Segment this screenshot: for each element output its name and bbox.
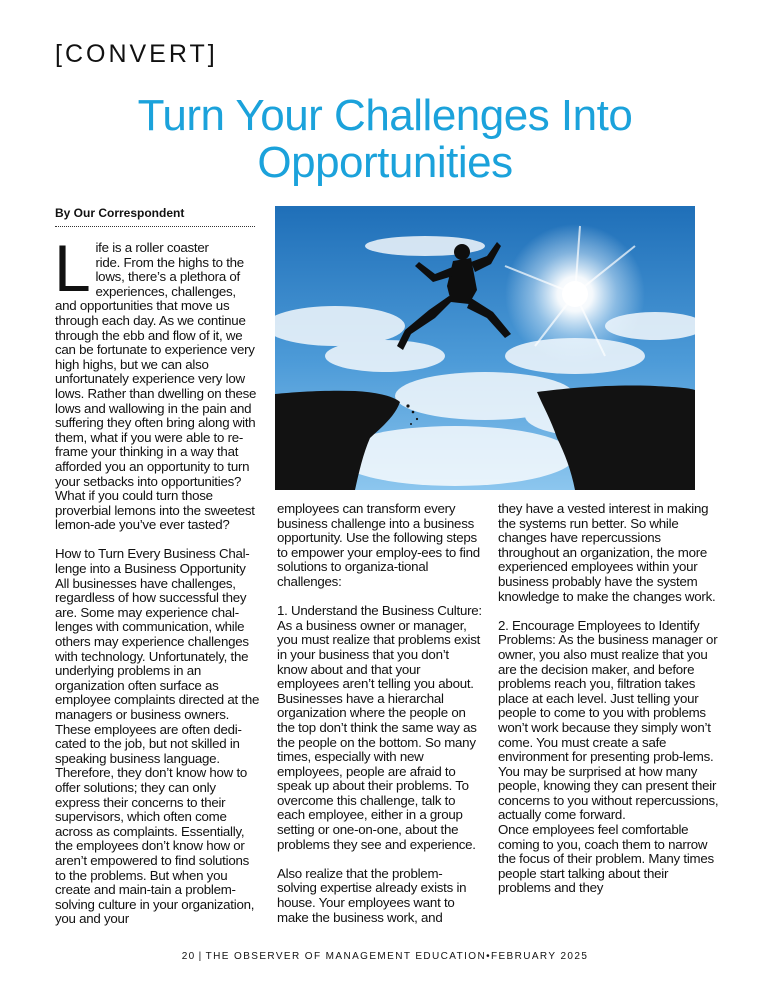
intro-rest: ride. From the highs to the lows, there’s a plethora of experiences, challenges, and opportunities that move us through each day. As we continue through the ebb and flow of it, we can be fortunate to experience very high highs, but we can also unfortunately experience very low lows. Rather than dwelling on these lows and wallowing in the pain and suffering they often bring along with them, what if you were able to re-frame your thinking in a way that afforded you an opportunity to turn your setbacks into opportunities? What if you could turn those proverbial lemons into the sweetest lemon-ade you’ve ever tasted? [55, 254, 257, 533]
article-title [0, 92, 770, 186]
paragraph: they have a vested interest in making the systems run better. So while changes have repercussions throughout an organization, the more experienced employees within your business probably have the system knowledge to make the changes work. [498, 501, 716, 604]
section-label: [CONVERT] [55, 40, 218, 68]
article-title-line-1: Turn Your Challenges Into [137, 91, 633, 140]
paragraph: Once employees feel comfortable coming to you, coach them to narrow the focus of their problem. Many times people start talking about their problems and they [498, 822, 714, 896]
article-title-line-2: Opportunities [257, 138, 513, 187]
publication-name: THE OBSERVER OF MANAGEMENT EDUCATION•FEBRUARY 2025 [205, 951, 589, 962]
footer-separator: | [198, 951, 203, 962]
paragraph: Also realize that the problem-solving expertise already exists in house. Your employees want to make the business work, and [277, 865, 467, 925]
cliff-jump-illustration [275, 206, 695, 490]
page-footer [0, 951, 770, 962]
drop-cap: L [54, 231, 91, 305]
article-column-2 [277, 502, 482, 925]
byline: By Our Correspondent [55, 206, 185, 220]
article-column-1 [54, 231, 260, 927]
intro-paragraph [54, 231, 260, 533]
paragraph: 2. Encourage Employees to Identify Problems: As the business manager or owner, you also must realize that you are the decision maker, and before problems reach you, filtration takes place at each level. Just telling your people to come to you with problems won’t work because they simply won’t come. You must create a safe environment for presenting prob-lems. You may be surprised at how many people, knowing they can present their concerns to you without repercussions, actually come forward. [498, 617, 719, 823]
hero-image [275, 206, 695, 490]
paragraph: 1. Understand the Business Culture: As a business owner or manager, you must realize that problems exist in your business that you don’t know about and that your employees aren’t telling you about. Businesses have a hierarchal organization where the people on the top don’t think the same way as the people on the bottom. So many times, especially with new employees, people are afraid to speak up about their problems. To overcome this challenge, talk to each employee, either in a group setting or one-on-one, about the problems they see and experience. [277, 603, 482, 852]
paragraph: employees can transform every business challenge into a business opportunity. Use the following steps to empower your employ-ees to find solutions to organiza-tional challenges: [277, 501, 480, 589]
article-column-3 [498, 502, 720, 896]
page-number: 20 [181, 951, 196, 962]
paragraph: How to Turn Every Business Chal-lenge into a Business Opportunity All businesses have challenges, regardless of how successful they are. Some may experience chal-lenges with communication, while others may experience challenges with technology. Unfortunately, the underlying problems in an organization often surface as employee complaints directed at the managers or business owners. These employees are often dedi-cated to the job, but not skilled in speaking business language. Therefore, they don’t know how to offer solutions; they can only express their concerns to their supervisors, which often come across as complaints. Essentially, the employees don’t know how or aren’t empowered to find solutions to the problems. But when you create and main-tain a problem-solving culture in your organization, you and your [55, 546, 260, 927]
byline-divider [55, 226, 255, 227]
intro-first-line: ife is a roller coaster [95, 240, 209, 255]
